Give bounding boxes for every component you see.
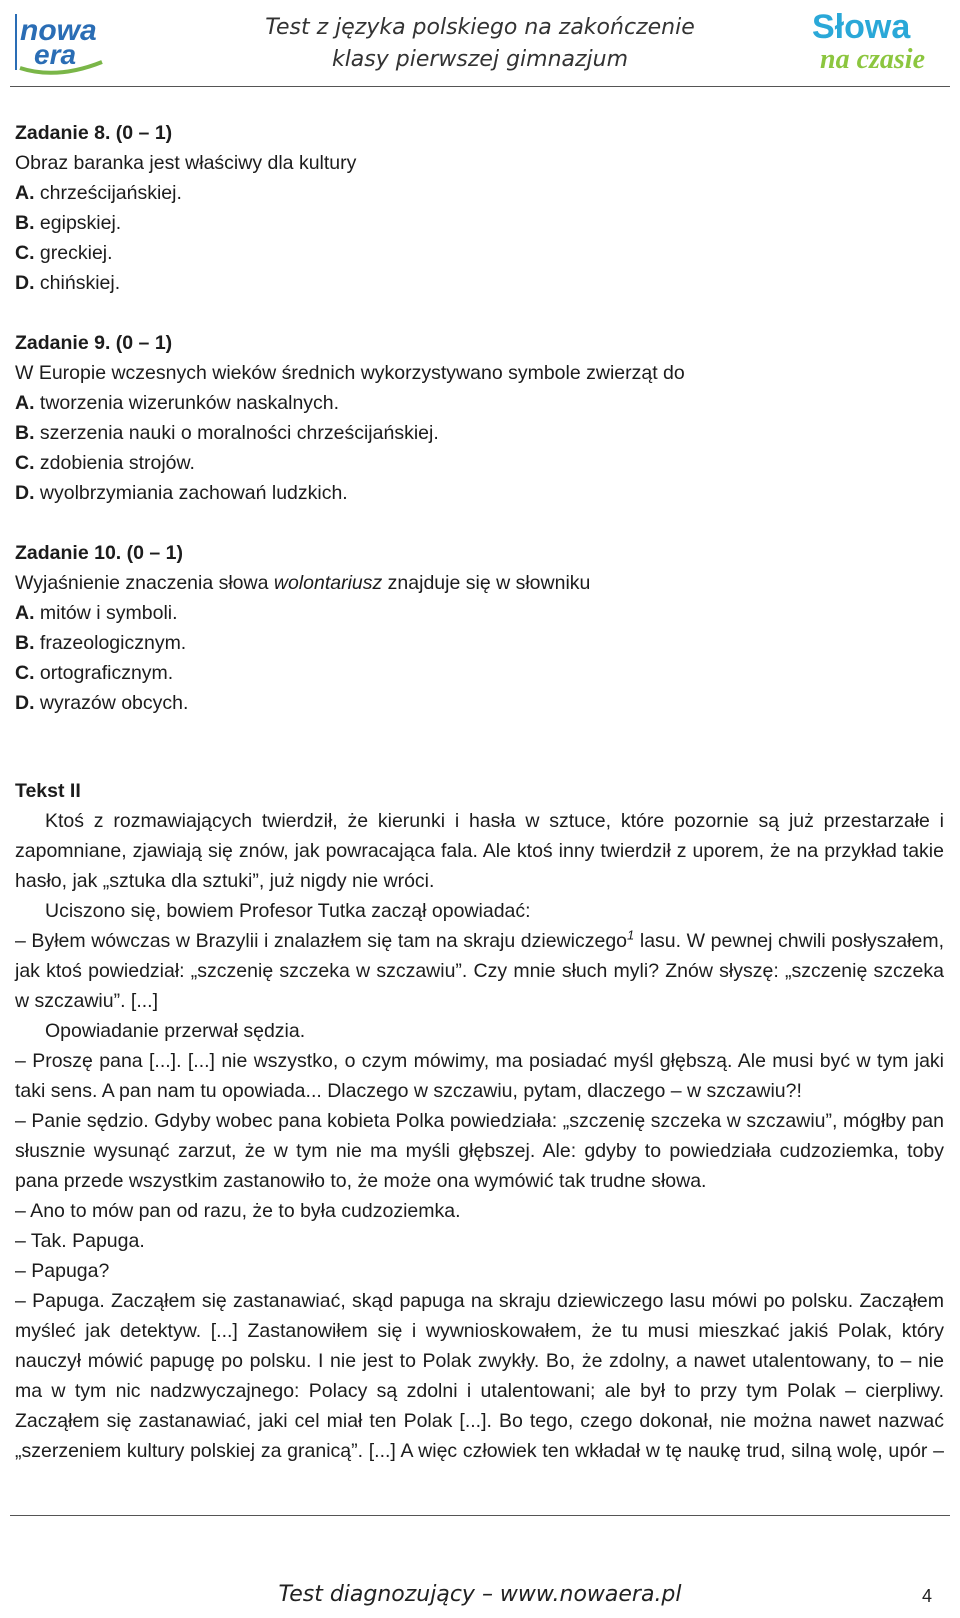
task-heading: Zadanie 8. (0 – 1) [15,122,173,144]
option-a: A. mitów i symboli. [15,602,178,624]
nowa-era-logo [12,10,107,75]
task-question: Wyjaśnienie znaczenia słowa wolontariusz znajduje się w słowniku [15,572,591,594]
header-title [200,12,760,76]
option-c: C. zdobienia strojów. [15,452,195,474]
option-a: A. chrześcijańskiej. [15,182,182,204]
header-title-line2: klasy pierwszej gimnazjum [331,47,629,72]
text-2 [15,776,944,1466]
svg-text:nowa: nowa [20,14,97,47]
option-a: A. tworzenia wizerunków naskalnych. [15,392,340,414]
paragraph: Ktoś z rozmawiających twierdził, że kierunki i hasła w sztuce, które pozornie są już przestarzałe i zapomniane, zjawiają się znów, jak powracająca fala. Ale ktoś inny twierdził z uporem, że na przykład takie hasło, jak „sztuka dla sztuki”, już nigdy nie wróci. [15,810,944,892]
option-b: B. frazeologicznym. [15,632,187,654]
paragraph: – Ano to mów pan od razu, że to była cudzoziemka. [15,1200,461,1222]
paragraph: – Panie sędzio. Gdyby wobec pana kobieta Polka powiedziała: „szczenię szczeka w szczawiu”, mógłby pan słusznie wysunąć zarzut, że w tym nie ma myśli głębszej. Ale: gdyby to powiedziała cudzoziemka, toby pana przede wszystkim zastanowiło to, że może ona wymówić tak trudne słowa. [15,1110,944,1192]
paragraph: Uciszono się, bowiem Profesor Tutka zaczął opowiadać: [45,900,531,922]
task-heading: Zadanie 10. (0 – 1) [15,542,183,564]
svg-text:era: era [34,39,77,70]
section-title: Tekst II [15,780,81,802]
paragraph: – Papuga. Zacząłem się zastanawiać, skąd papuga na skraju dziewiczego lasu mówi po polsku. Zacząłem myśleć jak detektyw. [...] Zastanowiłem się i wywnioskowałem, że tu musi mieszkać jakiś Polak, który nauczył mówić papugę po polsku. I nie jest to Polak zwykły. Bo, że zdolny, a nawet utalentowany, to – nie ma w tym nic nadzwyczajnego: Polacy są zdolni i utalentowani; ale był to przy tym Polak – cierpliwy. Zacząłem się zastanawiać, jaki cel miał ten Polak [...]. Bo tego, czego dokonał, nie można nawet nazwać „szerzeniem kultury polskiej za granicą”. [...] A więc człowiek ten wkładał w tę naukę trud, silną wolę, upór – [15,1290,944,1462]
footer-rule [10,1515,950,1516]
paragraph: – Papuga? [15,1260,110,1282]
paragraph: – Byłem wówczas w Brazylii i znalazłem się tam na skraju dziewiczego$^1$ lasu. W pewnej chwili posłyszałem, jak ktoś powiedział: „szczenię szczeka w szczawiu”. Czy mnie słuch myli? Znów słyszę: „szczenię szczeka w szczawiu”. [...] [15,927,944,1012]
paragraph: – Tak. Papuga. [15,1230,145,1252]
svg-text:na czasie: na czasie [820,44,925,75]
task-question: W Europie wczesnych wieków średnich wykorzystywano symbole zwierząt do [15,362,685,384]
page-content [15,118,944,1466]
page-number: 4 [921,1586,932,1606]
task-question: Obraz baranka jest właściwy dla kultury [15,152,357,174]
task-9 [15,328,944,508]
footnote-ref: 1 [627,927,635,943]
task-10 [15,538,944,718]
option-b: B. egipskiej. [15,212,122,234]
option-d: D. wyrazów obcych. [15,692,189,714]
svg-text:Słowa: Słowa [812,8,911,46]
option-b: B. szerzenia nauki o moralności chrześcijańskiej. [15,422,439,444]
option-d: D. wyolbrzymiania zachowań ludzkich. [15,482,348,504]
header-rule [10,86,950,87]
slowa-na-czasie-logo [800,6,950,76]
paragraph: Opowiadanie przerwał sędzia. [45,1020,306,1042]
page-header [0,0,960,90]
option-d: D. chińskiej. [15,272,121,294]
footer-text: Test diagnozujący – www.nowaera.pl [278,1582,682,1607]
header-title-line1: Test z języka polskiego na zakończenie [265,15,695,40]
task-8 [15,118,944,298]
page-footer [0,1568,960,1618]
option-c: C. ortograficznym. [15,662,174,684]
paragraph: – Proszę pana [...]. [...] nie wszystko, o czym mówimy, ma posiadać myśl głębszą. Ale musi być w tym jaki taki sens. A pan nam tu opowiada... Dlaczego w szczawiu, pytam, dlaczego – w szczawiu?! [15,1050,944,1102]
option-c: C. greckiej. [15,242,113,264]
task-heading: Zadanie 9. (0 – 1) [15,332,173,354]
